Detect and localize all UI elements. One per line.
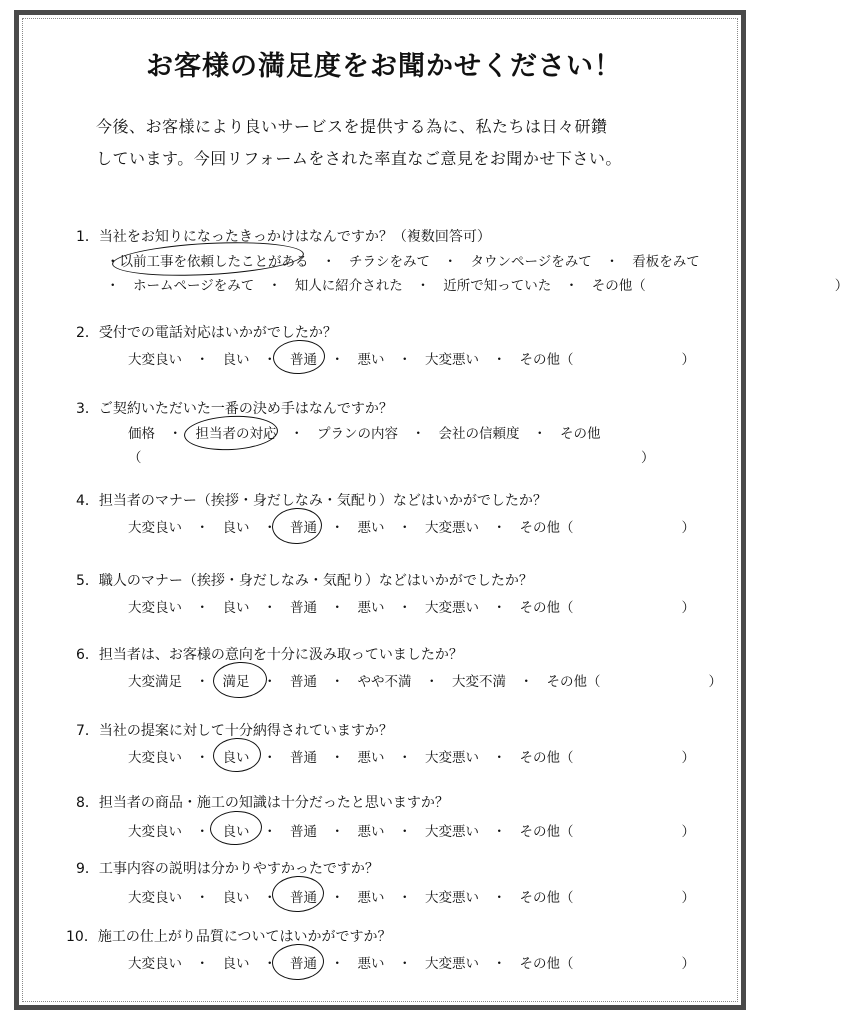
- question-1-options-line-2: ・ ホームページをみて ・ 知人に紹介された ・ 近所で知っていた ・ その他（ ）: [106, 278, 848, 294]
- question-5-options: 大変良い ・ 良い ・ 普通 ・ 悪い ・ 大変悪い ・ その他（ ）: [128, 600, 695, 616]
- question-1-options-line-1: ・以前工事を依頼したことがある ・ チラシをみて ・ タウンページをみて ・ 看板をみて: [106, 254, 700, 270]
- question-7-options: 大変良い ・ 良い ・ 普通 ・ 悪い ・ 大変悪い ・ その他（ ）: [128, 750, 695, 766]
- question-2-options: 大変良い ・ 良い ・ 普通 ・ 悪い ・ 大変悪い ・ その他（ ）: [128, 352, 695, 368]
- question-1: 1．当社をお知りになったきっかけはなんですか？（複数回答可）: [76, 229, 491, 245]
- intro-line-2: しています。今回リフォームをされた率直なご意見をお聞かせ下さい。: [96, 149, 622, 168]
- question-3-options-line-2: （ ）: [128, 450, 655, 466]
- question-10: 10．施工の仕上がり品質についてはいかがですか？: [66, 929, 392, 945]
- question-4: 4．担当者のマナー（挨拶・身だしなみ・気配り）などはいかがでしたか？: [76, 493, 547, 509]
- question-2: 2．受付での電話対応はいかがでしたか？: [76, 325, 337, 341]
- question-3: 3．ご契約いただいた一番の決め手はなんですか？: [76, 401, 393, 417]
- page-title: お客様の満足度をお聞かせください！: [146, 51, 622, 82]
- question-4-options: 大変良い ・ 良い ・ 普通 ・ 悪い ・ 大変悪い ・ その他（ ）: [128, 520, 695, 536]
- question-6-options: 大変満足 ・ 満足 ・ 普通 ・ やや不満 ・ 大変不満 ・ その他（ ）: [128, 674, 722, 690]
- question-8: 8．担当者の商品・施工の知識は十分だったと思いますか？: [76, 795, 449, 811]
- question-9: 9．工事内容の説明は分かりやすかったですか？: [76, 861, 379, 877]
- question-10-options: 大変良い ・ 良い ・ 普通 ・ 悪い ・ 大変悪い ・ その他（ ）: [128, 956, 695, 972]
- question-3-options-line-1: 価格 ・ 担当者の対応 ・ プランの内容 ・ 会社の信頼度 ・ その他: [128, 426, 601, 442]
- question-9-options: 大変良い ・ 良い ・ 普通 ・ 悪い ・ 大変悪い ・ その他（ ）: [128, 890, 695, 906]
- question-8-options: 大変良い ・ 良い ・ 普通 ・ 悪い ・ 大変悪い ・ その他（ ）: [128, 824, 695, 840]
- question-5: 5．職人のマナー（挨拶・身だしなみ・気配り）などはいかがでしたか？: [76, 573, 533, 589]
- question-7: 7．当社の提案に対して十分納得されていますか？: [76, 723, 393, 739]
- intro-line-1: 今後、お客様により良いサービスを提供する為に、私たちは日々研鑽: [96, 117, 608, 136]
- question-6: 6．担当者は、お客様の意向を十分に汲み取っていましたか？: [76, 647, 463, 663]
